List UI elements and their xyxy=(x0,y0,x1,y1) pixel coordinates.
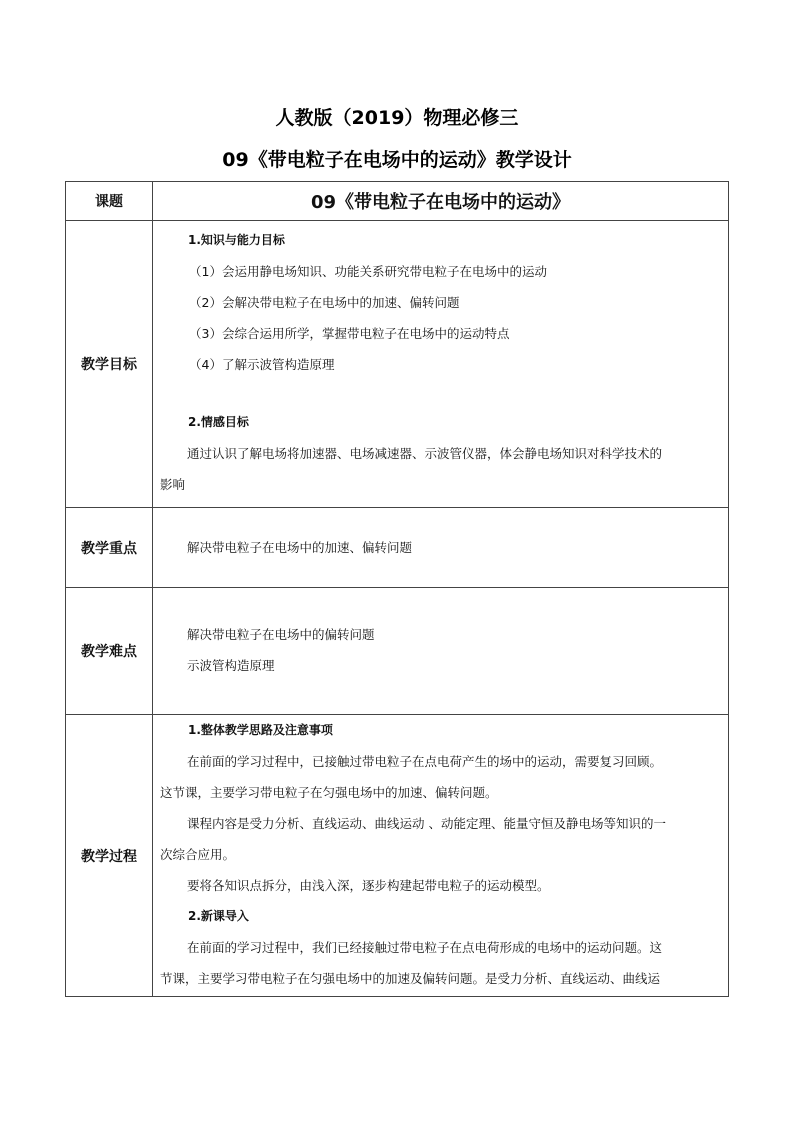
process-label: 教学过程 xyxy=(66,715,153,997)
topic-value: 09《带电粒子在电场中的运动》 xyxy=(153,182,729,221)
process-text: 这节课，主要学习带电粒子在匀强电场中的加速、偏转问题。 xyxy=(160,785,498,800)
emotion-text-line2: 影响 xyxy=(160,477,186,492)
process-heading-intro: 2.新课导入 xyxy=(188,909,249,923)
table-row-difficulties xyxy=(66,588,729,715)
goals-item: （1）会运用静电场知识、功能关系研究带电粒子在电场中的运动 xyxy=(189,264,547,279)
document-title: 人教版（2019）物理必修三 xyxy=(275,107,519,129)
difficulties-cell xyxy=(153,588,729,715)
emotion-text-line1: 通过认识了解电场将加速器、电场减速器、示波管仪器，体会静电场知识对科学技术的 xyxy=(187,446,663,461)
table-row-goals xyxy=(66,221,729,508)
goals-item: （3）会综合运用所学，掌握带电粒子在电场中的运动特点 xyxy=(189,326,510,341)
goals-heading-knowledge: 1.知识与能力目标 xyxy=(188,233,285,247)
table-row-process xyxy=(66,715,729,997)
table-row-key-points xyxy=(66,508,729,588)
process-text: 在前面的学习过程中，我们已经接触过带电粒子在点电荷形成的电场中的运动问题。这 xyxy=(187,940,663,955)
difficulties-text-line2: 示波管构造原理 xyxy=(187,658,275,673)
document-subtitle: 09《带电粒子在电场中的运动》教学设计 xyxy=(222,149,572,171)
process-text: 次综合应用。 xyxy=(160,847,236,862)
process-text: 要将各知识点拆分，由浅入深，逐步构建起带电粒子的运动模型。 xyxy=(187,878,550,893)
key-points-cell xyxy=(153,508,729,588)
process-heading-approach: 1.整体教学思路及注意事项 xyxy=(188,723,333,737)
goals-item: （2）会解决带电粒子在电场中的加速、偏转问题 xyxy=(189,295,460,310)
difficulties-label: 教学难点 xyxy=(66,588,153,715)
key-points-text: 解决带电粒子在电场中的加速、偏转问题 xyxy=(187,540,413,555)
table-row-topic xyxy=(66,182,729,221)
process-text: 课程内容是受力分析、直线运动、曲线运动 、动能定理、能量守恒及静电场等知识的一 xyxy=(187,816,666,831)
process-text: 节课，主要学习带电粒子在匀强电场中的加速及偏转问题。是受力分析、直线运动、曲线运 xyxy=(160,971,661,986)
goals-label: 教学目标 xyxy=(66,221,153,508)
goals-item: （4）了解示波管构造原理 xyxy=(189,357,335,372)
key-points-label: 教学重点 xyxy=(66,508,153,588)
topic-label: 课题 xyxy=(66,182,153,221)
difficulties-text-line1: 解决带电粒子在电场中的偏转问题 xyxy=(187,627,375,642)
process-cell xyxy=(153,715,729,997)
goals-heading-emotion: 2.情感目标 xyxy=(188,415,249,429)
process-text: 在前面的学习过程中，已接触过带电粒子在点电荷产生的场中的运动，需要复习回顾。 xyxy=(187,754,663,769)
lesson-plan-table xyxy=(65,181,729,997)
goals-cell xyxy=(153,221,729,508)
